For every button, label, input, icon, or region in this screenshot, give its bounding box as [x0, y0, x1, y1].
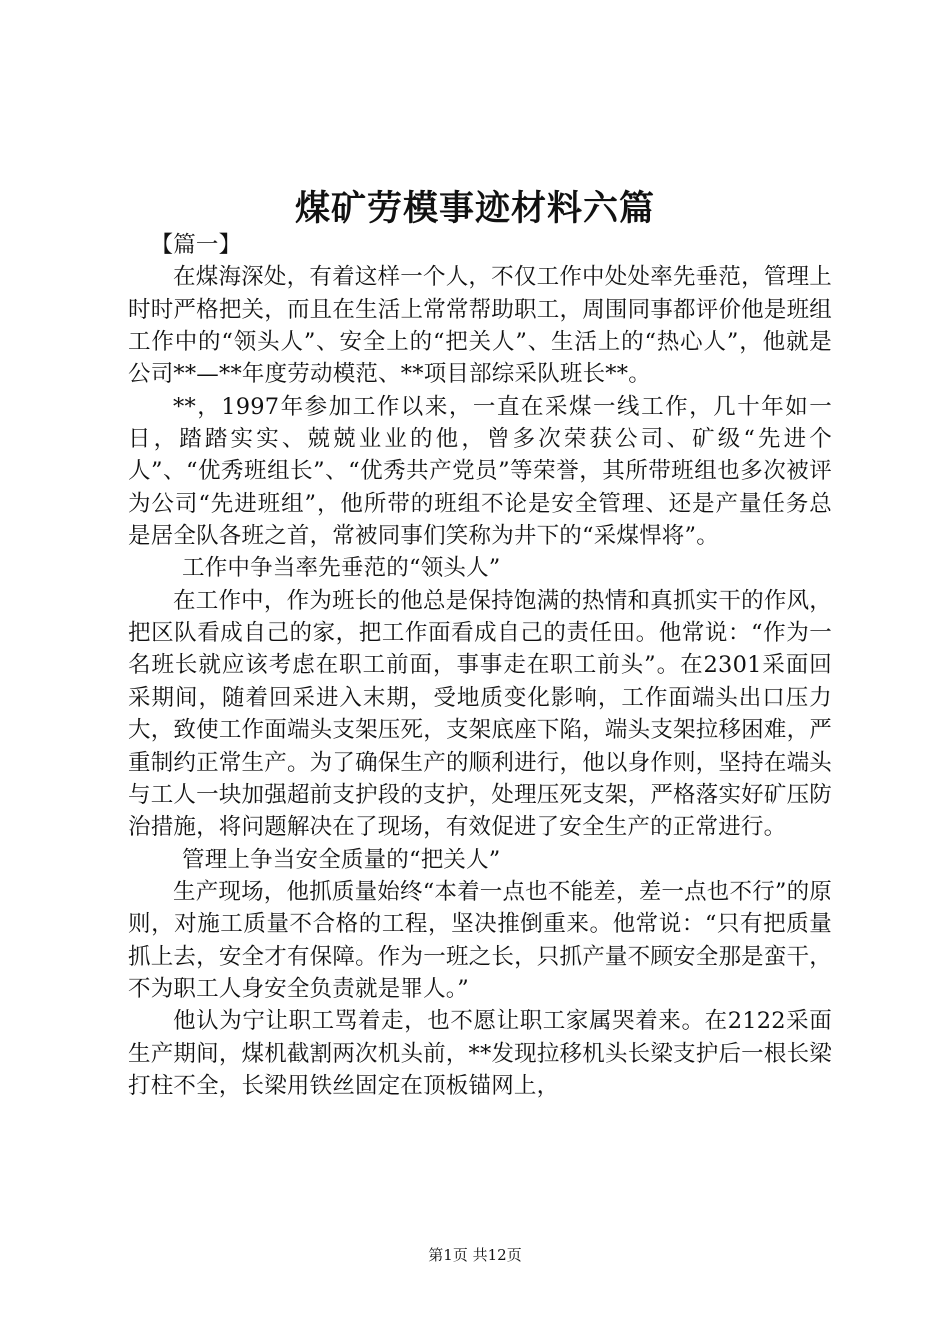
document-title: 煤矿劳模事迹材料六篇: [294, 188, 655, 229]
sub-heading: 工作中争当率先垂范的“领头人”: [182, 555, 501, 582]
paragraph: 在煤海深处，有着这样一个人，不仅工作中处处率先垂范，管理上时时严格把关，而且在生活上常常帮助职工，周围同事都评价他是班组工作中的“领头人”、安全上的“把关人”、生活上的“热心人”，他就是公司**—**年度劳动模范、**项目部综采队班长**。: [128, 264, 832, 388]
page-footer: 第1页 共12页: [428, 1246, 522, 1264]
paragraph: 在工作中，作为班长的他总是保持饱满的热情和真抓实干的作风，把区队看成自己的家，把工作面看成自己的责任田。他常说：“作为一名班长就应该考虑在职工前面，事事走在职工前头”。在2301采面回采期间，随着回采进入末期，受地质变化影响，工作面端头出口压力大，致使工作面端头支架压死，支架底座下陷，端头支架拉移困难，严重制约正常生产。为了确保生产的顺利进行，他以身作则，坚持在端头与工人一块加强超前支护段的支护，处理压死支架，严格落实好矿压防治措施，将问题解决在了现场，有效促进了安全生产的正常进行。: [128, 587, 832, 841]
section-label: 【篇一】: [150, 232, 242, 258]
document-body: [128, 229, 832, 1102]
paragraph: 生产现场，他抓质量始终“本着一点也不能差，差一点也不行”的原则，对施工质量不合格的工程，坚决推倒重来。他常说：“只有把质量抓上去，安全才有保障。作为一班之长，只抓产量不顾安全那是蛮干，不为职工人身安全负责就是罪人。”: [128, 878, 833, 1002]
sub-heading: 管理上争当安全质量的“把关人”: [182, 846, 501, 873]
paragraph: **，1997年参加工作以来，一直在采煤一线工作，几十年如一日，踏踏实实、兢兢业业的他，曾多次荣获公司、矿级“先进个人”、“优秀班组长”、“优秀共产党员”等荣誉，其所带班组也多次被评为公司“先进班组”，他所带的班组不论是安全管理、还是产量任务总是居全队各班之首，常被同事们笑称为井下的“采煤悍将”。: [128, 393, 832, 550]
paragraph: 他认为宁让职工骂着走，也不愿让职工家属哭着来。在2122采面生产期间，煤机截割两次机头前，**发现拉移机头长梁支护后一根长梁打柱不全，长梁用铁丝固定在顶板锚网上，: [128, 1008, 832, 1099]
